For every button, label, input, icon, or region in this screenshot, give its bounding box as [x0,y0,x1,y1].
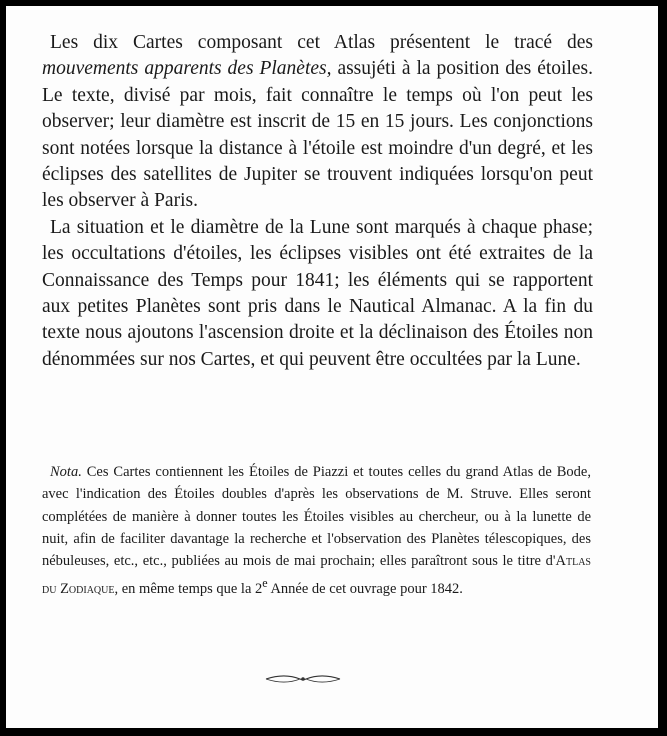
nota-text-part1: Ces Cartes contiennent les Étoiles de Piazzi et toutes celles du grand Atlas de Bode, avec l'indication des Étoiles doubles d'après les observations de M. Struve. Elles seront complétées de manière à donner toutes les Étoiles visibles au chercheur, ou à la lunette de nuit, afin de faciliter davantage la recherche et l'observation des Planètes télescopiques, des nébuleuses, etc., etc., publiées au mois de mai prochain; elles paraîtront sous le titre d' [42,464,591,570]
paragraph1-italic-phrase: mouvements apparents des Planètes, [42,58,332,80]
nota-atlas-title: Atlas du Zodiaque [42,553,591,598]
ornamental-divider-icon [264,674,342,684]
nota-superscript: e [262,576,268,591]
nota-label: Nota. [50,464,82,480]
main-text [42,30,593,373]
paragraph1-body: assujéti à la position des étoiles. Le texte, divisé par mois, fait connaître le temps où l'on peut les observer; leur diamètre est inscrit de 15 en 15 jours. Les conjonctions sont notées lorsque la distance à l'étoile est moindre d'un degré, et les éclipses des satellites de Jupiter se trouvent indiquées lorsqu'on peut les observer à Paris. [42,58,593,212]
paragraph-moon-occultations [42,215,593,373]
paragraph1-lead: Les dix Cartes composant cet Atlas présentent le tracé des [50,32,593,53]
paragraph-atlas-description [42,30,593,215]
nota-text-part3: Année de cet ouvrage pour 1842. [267,581,463,598]
nota-footnote [42,461,591,601]
nota-text-part2: , en même temps que la 2 [114,581,263,598]
book-page [6,6,658,728]
paragraph2-body: La situation et le diamètre de la Lune sont marqués à chaque phase; les occultations d'étoiles, les éclipses visibles ont été extraites de la Connaissance des Temps pour 1841; les éléments qui se rapportent aux petites Planètes sont pris dans le Nautical Almanac. A la fin du texte nous ajoutons l'ascension droite et la déclinaison des Étoiles non dénommées sur nos Cartes, et qui peuvent être occultées par la Lune. [42,216,593,370]
